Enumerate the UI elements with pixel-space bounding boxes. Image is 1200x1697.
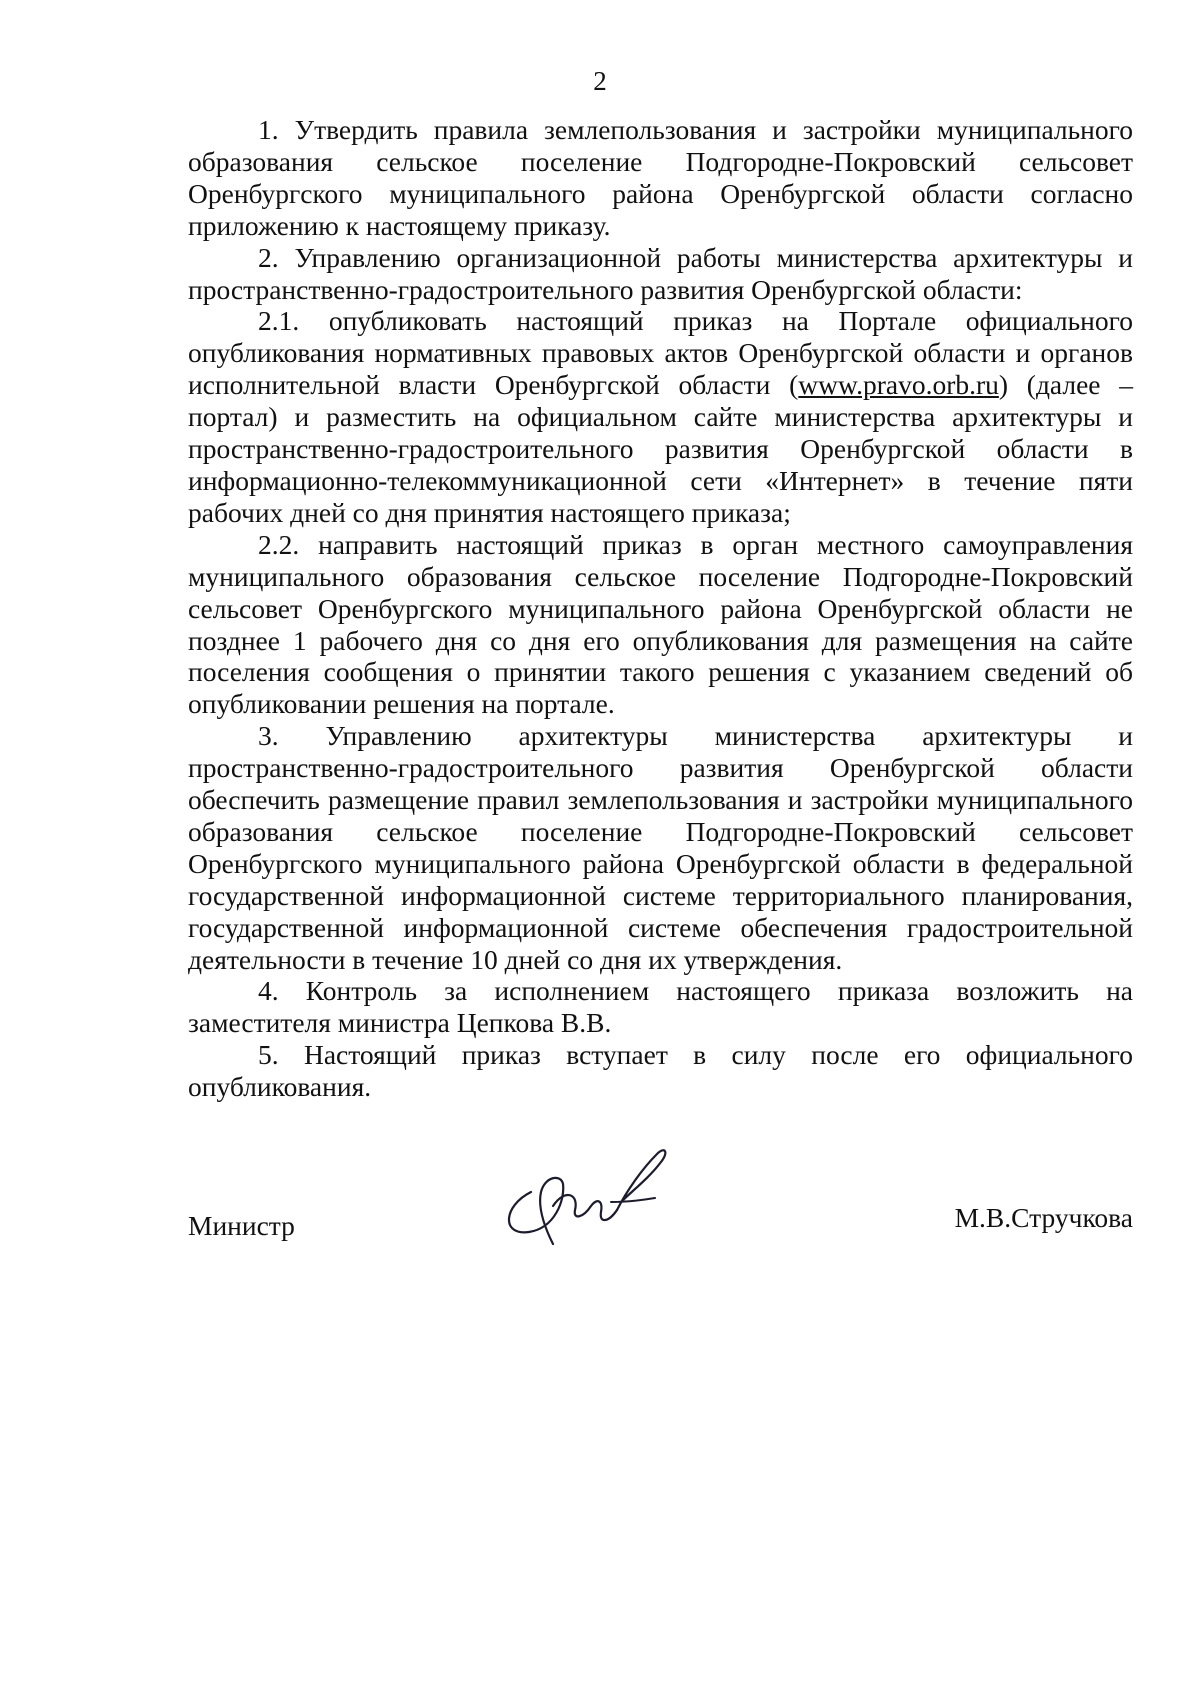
- page-number: 2: [593, 66, 607, 96]
- paragraph-2-2: 2.2. направить настоящий приказ в орган местного самоуправления муниципального образования сельское поселение Подгородне-Покровский сельсовет Оренбургского муниципального района Оренбургской области не позднее 1 рабочего дня со дня его опубликования для размещения на сайте поселения сообщения о принятии такого решения с указанием сведений об опубликовании решения на портале.: [188, 528, 1133, 720]
- paragraph-5: 5. Настоящий приказ вступает в силу после его официального опубликования.: [188, 1039, 1133, 1103]
- paragraph-2: 2. Управлению организационной работы министерства архитектуры и пространственно-градостроительного развития Оренбургской области:: [188, 241, 1133, 305]
- paragraph-2-1-text-before: 2.1. опубликовать настоящий приказ на Портале официального опубликования нормативных правовых актов Оренбургской области и органов исполнительной власти Оренбургской области (: [188, 305, 1133, 401]
- handwritten-signature: [493, 1140, 683, 1250]
- signatory-title: Министр: [188, 1210, 295, 1241]
- portal-link[interactable]: www.pravo.orb.ru: [798, 369, 999, 401]
- paragraph-2-1-text-after: ) (далее – портал) и разместить на официальном сайте министерства архитектуры и пространственно-градостроительного развития Оренбургской области в информационно-телекоммуникационной сети «Интернет» в течение пяти рабочих дней со дня принятия настоящего приказа;: [188, 369, 1134, 528]
- paragraph-1: 1. Утвердить правила землепользования и застройки муниципального образования сельское поселение Подгородне-Покровский сельсовет Оренбургского муниципального района Оренбургской области согласно приложению к настоящему приказу.: [188, 114, 1133, 241]
- paragraph-4: 4. Контроль за исполнением настоящего приказа возложить на заместителя министра Цепкова В.В.: [188, 975, 1133, 1039]
- signature-block: [188, 1140, 1133, 1260]
- document-body: [188, 114, 1133, 1103]
- signatory-name: М.В.Стручкова: [954, 1202, 1133, 1233]
- paragraph-3: 3. Управлению архитектуры министерства архитектуры и пространственно-градостроительного развития Оренбургской области обеспечить размещение правил землепользования и застройки муниципального образования сельское поселение Подгородне-Покровский сельсовет Оренбургского муниципального района Оренбургской области в федеральной государственной информационной системе территориального планирования, государственной информационной системе обеспечения градостроительной деятельности в течение 10 дней со дня их утверждения.: [188, 720, 1133, 975]
- paragraph-2-1: [188, 305, 1133, 528]
